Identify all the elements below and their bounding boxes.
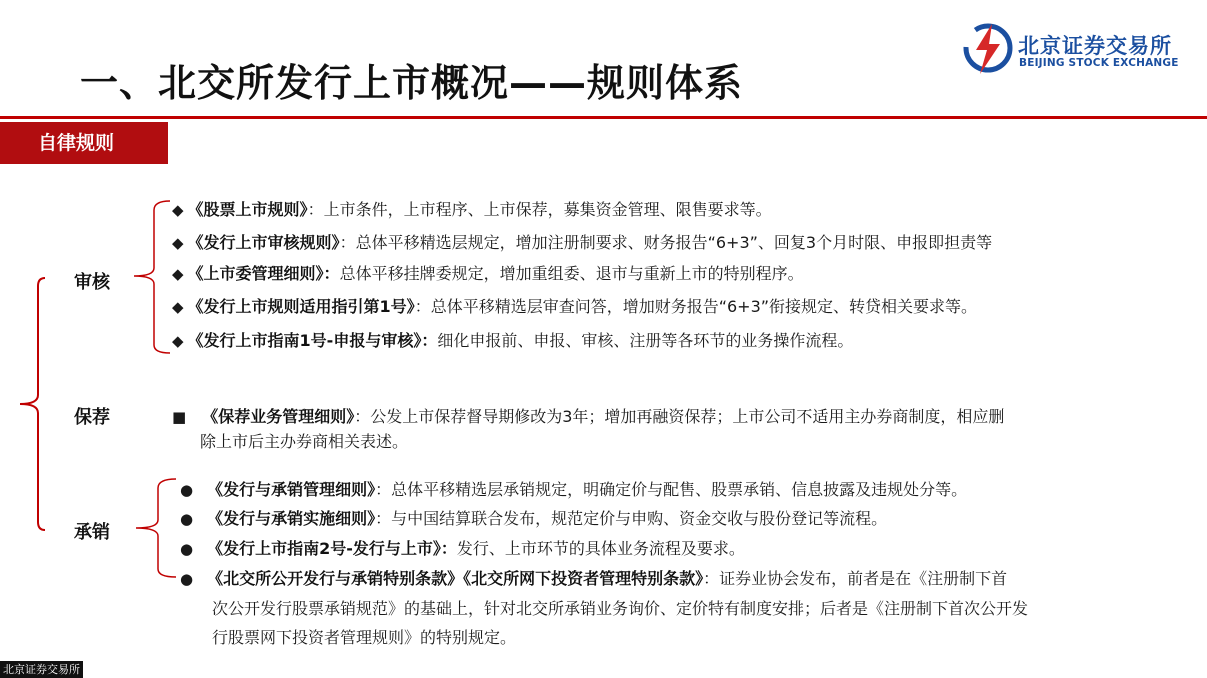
circle-bullet-icon: ● bbox=[180, 540, 194, 558]
rule-desc: 总体平移挂牌委规定，增加重组委、退市与重新上市的特别程序。 bbox=[339, 264, 804, 283]
list-item bbox=[180, 566, 1007, 589]
rule-desc: ：总体平移精选层规定，增加注册制要求、财务报告“6+3”、回复3个月时限、申报即担责等 bbox=[339, 233, 993, 252]
rule-name: 《发行与承销实施细则》 bbox=[207, 509, 376, 528]
rule-name: 《发行与承销管理细则》 bbox=[207, 480, 376, 499]
rule-desc: ：总体平移精选层审查问答，增加财务报告“6+3”衔接规定、转贷相关要求等。 bbox=[414, 297, 978, 316]
category-review: 审核 bbox=[74, 272, 110, 293]
diamond-bullet-icon: ◆ bbox=[172, 234, 184, 252]
list-item bbox=[172, 294, 977, 317]
rule-name: 《发行上市指南2号-发行与上市》： bbox=[207, 539, 457, 558]
logo-chinese-name: 北京证券交易所 bbox=[1018, 34, 1172, 58]
list-item bbox=[172, 197, 772, 220]
rule-name: 《上市委管理细则》： bbox=[187, 264, 340, 283]
rule-desc: ：公发上市保荐督导期修改为3年；增加再融资保荐；上市公司不适用主办券商制度，相应删 bbox=[354, 407, 1005, 426]
category-underwriting: 承销 bbox=[74, 522, 110, 543]
rule-desc: ：证券业协会发布，前者是在《注册制下首 bbox=[703, 569, 1008, 588]
list-item bbox=[172, 261, 804, 284]
underwriting-brace bbox=[136, 479, 176, 577]
rule-desc-continued: 除上市后主办券商相关表述。 bbox=[200, 432, 409, 451]
rule-name: 《发行上市指南1号-申报与审核》： bbox=[187, 331, 438, 350]
section-tab: 自律规则 bbox=[0, 122, 168, 164]
list-item bbox=[172, 328, 853, 351]
rule-desc: ：总体平移精选层承销规定，明确定价与配售、股票承销、信息披露及违规处分等。 bbox=[375, 480, 968, 499]
logo-english-name: BEIJING STOCK EXCHANGE bbox=[1019, 57, 1179, 69]
circle-bullet-icon: ● bbox=[180, 510, 194, 528]
rule-desc: 发行、上市环节的具体业务流程及要求。 bbox=[456, 539, 745, 558]
rule-desc-continued: 行股票网下投资者管理规则》的特别规定。 bbox=[212, 628, 517, 647]
rule-name: 《发行上市规则适用指引第1号》 bbox=[187, 297, 415, 316]
rule-name: 《发行上市审核规则》 bbox=[187, 233, 340, 252]
diamond-bullet-icon: ◆ bbox=[172, 265, 184, 283]
page-title: 一、北交所发行上市概况——规则体系 bbox=[80, 61, 744, 105]
diamond-bullet-icon: ◆ bbox=[172, 298, 184, 316]
outer-brace bbox=[20, 278, 45, 530]
square-bullet-icon: ■ bbox=[172, 408, 187, 426]
list-item bbox=[172, 230, 992, 253]
rule-desc-continued: 次公开发行股票承销规范》的基础上，针对北交所承销业务询价、定价特有制度安排；后者是《注册制下首次公开发 bbox=[212, 599, 1029, 618]
list-item bbox=[180, 506, 887, 529]
review-brace bbox=[134, 201, 170, 353]
list-item bbox=[180, 477, 967, 500]
rule-desc: 细化申报前、申报、审核、注册等各环节的业务操作流程。 bbox=[437, 331, 854, 350]
circle-bullet-icon: ● bbox=[180, 481, 194, 499]
list-item bbox=[180, 536, 745, 559]
list-item bbox=[172, 404, 1004, 427]
rule-name: 《股票上市规则》 bbox=[187, 200, 308, 219]
diamond-bullet-icon: ◆ bbox=[172, 332, 184, 350]
rule-name: 《北交所公开发行与承销特别条款》《北交所网下投资者管理特别条款》 bbox=[207, 569, 704, 588]
diamond-bullet-icon: ◆ bbox=[172, 201, 184, 219]
rule-desc: ：与中国结算联合发布，规范定价与申购、资金交收与股份登记等流程。 bbox=[375, 509, 888, 528]
rule-name: 《保荐业务管理细则》 bbox=[202, 407, 355, 426]
circle-bullet-icon: ● bbox=[180, 570, 194, 588]
footer-watermark: 北京证券交易所 bbox=[0, 661, 83, 678]
category-sponsor: 保荐 bbox=[74, 407, 110, 428]
rule-desc: ：上市条件，上市程序、上市保荐，募集资金管理、限售要求等。 bbox=[307, 200, 772, 219]
